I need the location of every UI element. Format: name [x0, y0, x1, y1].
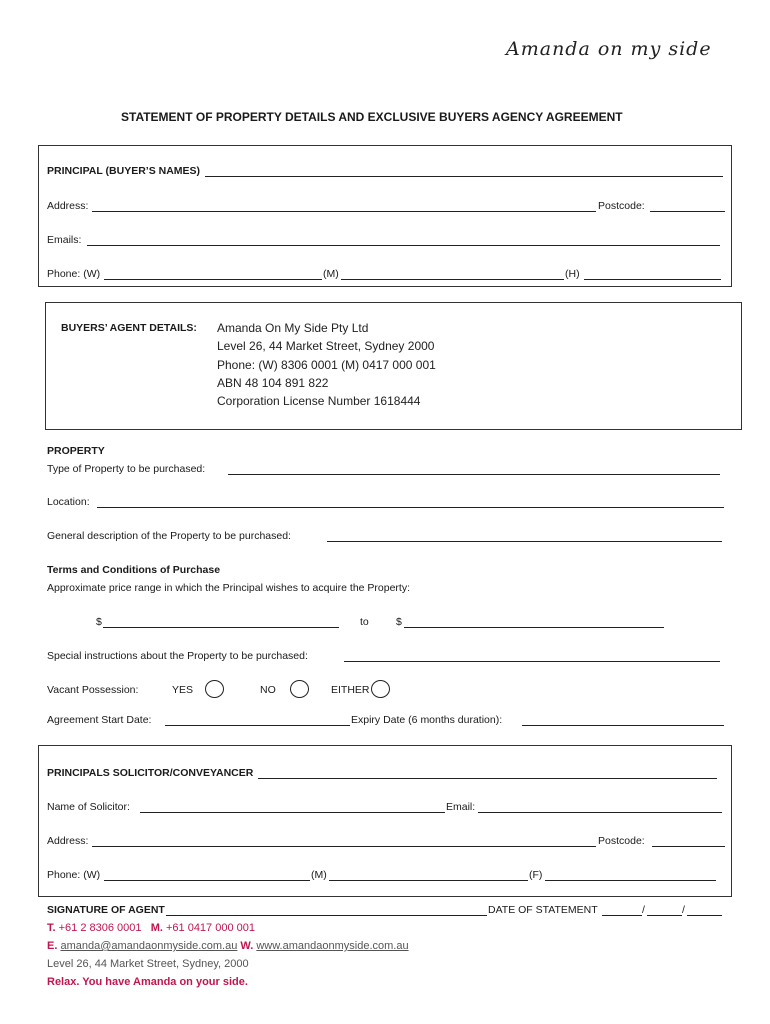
vacant-yes-radio[interactable] [205, 680, 224, 698]
principal-postcode-label: Postcode: [598, 200, 645, 212]
expiry-date-label: Expiry Date (6 months duration): [351, 714, 503, 726]
vacant-no-radio[interactable] [290, 680, 309, 698]
buyers-agent-label: BUYERS’ AGENT DETAILS: [61, 322, 197, 334]
date-day-field[interactable] [602, 915, 642, 916]
property-heading: PROPERTY [47, 445, 105, 457]
price-min-field[interactable] [103, 627, 339, 628]
vacant-no-label: NO [260, 684, 276, 696]
footer-contact-line [47, 940, 409, 952]
property-location-label: Location: [47, 496, 90, 508]
date-month-field[interactable] [647, 915, 682, 916]
solicitor-email-field[interactable] [478, 812, 722, 813]
footer-t-value: +61 2 8306 0001 [58, 922, 142, 934]
page-title: STATEMENT OF PROPERTY DETAILS AND EXCLUSIVE BUYERS AGENCY AGREEMENT [121, 110, 623, 124]
principal-phone-h-label: (H) [565, 268, 580, 280]
solicitor-email-label: Email: [446, 801, 476, 813]
date-slash-2: / [682, 904, 685, 916]
principal-phone-h-field[interactable] [584, 279, 721, 280]
vacant-yes-label: YES [172, 684, 194, 696]
principal-emails-label: Emails: [47, 234, 82, 246]
signature-agent-label: SIGNATURE OF AGENT [47, 904, 165, 916]
principal-phone-m-label: (M) [323, 268, 339, 280]
agent-license: Corporation License Number 1618444 [217, 394, 421, 408]
signature-agent-field[interactable] [166, 915, 487, 916]
agent-phone: Phone: (W) 8306 0001 (M) 0417 000 001 [217, 358, 436, 372]
vacant-either-radio[interactable] [371, 680, 390, 698]
footer-w-key: W. [240, 940, 254, 952]
principal-emails-field[interactable] [87, 245, 720, 246]
agent-address: Level 26, 44 Market Street, Sydney 2000 [217, 339, 435, 353]
solicitor-heading: PRINCIPALS SOLICITOR/CONVEYANCER [47, 767, 254, 779]
solicitor-phone-f-field[interactable] [545, 880, 716, 881]
terms-heading: Terms and Conditions of Purchase [47, 564, 221, 576]
principal-phone-w-label: Phone: (W) [47, 268, 101, 280]
date-year-field[interactable] [687, 915, 722, 916]
footer-tagline: Relax. You have Amanda on your side. [47, 976, 248, 988]
solicitor-name-label: Name of Solicitor: [47, 801, 130, 813]
solicitor-postcode-label: Postcode: [598, 835, 645, 847]
agent-abn: ABN 48 104 891 822 [217, 376, 329, 390]
company-logo: Amanda on my side [506, 38, 712, 60]
price-to-label: to [360, 616, 369, 628]
footer-email-link[interactable]: amanda@amandaonmyside.com.au [60, 940, 238, 952]
solicitor-phone-m-field[interactable] [329, 880, 528, 881]
property-description-field[interactable] [327, 541, 722, 542]
solicitor-postcode-field[interactable] [652, 846, 725, 847]
agreement-start-field[interactable] [165, 725, 350, 726]
principal-phone-w-field[interactable] [104, 279, 322, 280]
footer-phone-line [47, 922, 255, 934]
principal-names-label: PRINCIPAL (BUYER’S NAMES) [47, 165, 201, 177]
solicitor-phone-w-field[interactable] [104, 880, 310, 881]
agreement-start-label: Agreement Start Date: [47, 714, 152, 726]
footer-m-value: +61 0417 000 001 [165, 922, 255, 934]
vacant-either-label: EITHER [331, 684, 370, 696]
property-location-field[interactable] [97, 507, 724, 508]
special-instructions-label: Special instructions about the Property to be purchased: [47, 650, 308, 662]
property-type-label: Type of Property to be purchased: [47, 463, 206, 475]
solicitor-address-field[interactable] [92, 846, 596, 847]
principal-names-field[interactable] [205, 176, 723, 177]
principal-phone-m-field[interactable] [341, 279, 564, 280]
price-min-currency: $ [96, 616, 102, 628]
property-type-field[interactable] [228, 474, 720, 475]
expiry-date-field[interactable] [522, 725, 724, 726]
solicitor-phone-w-label: Phone: (W) [47, 869, 101, 881]
footer-t-key: T. [47, 922, 56, 934]
solicitor-address-label: Address: [47, 835, 89, 847]
price-range-text: Approximate price range in which the Principal wishes to acquire the Property: [47, 582, 411, 594]
agent-company-name: Amanda On My Side Pty Ltd [217, 321, 369, 335]
principal-address-label: Address: [47, 200, 89, 212]
price-max-field[interactable] [404, 627, 664, 628]
solicitor-firm-field[interactable] [258, 778, 717, 779]
solicitor-phone-f-label: (F) [529, 869, 543, 881]
footer-website-link[interactable]: www.amandaonmyside.com.au [256, 940, 409, 952]
footer-address: Level 26, 44 Market Street, Sydney, 2000 [47, 958, 249, 970]
vacant-possession-label: Vacant Possession: [47, 684, 139, 696]
principal-address-field[interactable] [92, 211, 596, 212]
principal-postcode-field[interactable] [650, 211, 725, 212]
solicitor-name-field[interactable] [140, 812, 445, 813]
date-slash-1: / [642, 904, 645, 916]
date-of-statement-label: DATE OF STATEMENT [488, 904, 598, 916]
property-description-label: General description of the Property to be purchased: [47, 530, 291, 542]
footer-m-key: M. [150, 922, 163, 934]
special-instructions-field[interactable] [344, 661, 720, 662]
solicitor-phone-m-label: (M) [311, 869, 327, 881]
footer-e-key: E. [47, 940, 58, 952]
price-max-currency: $ [396, 616, 402, 628]
